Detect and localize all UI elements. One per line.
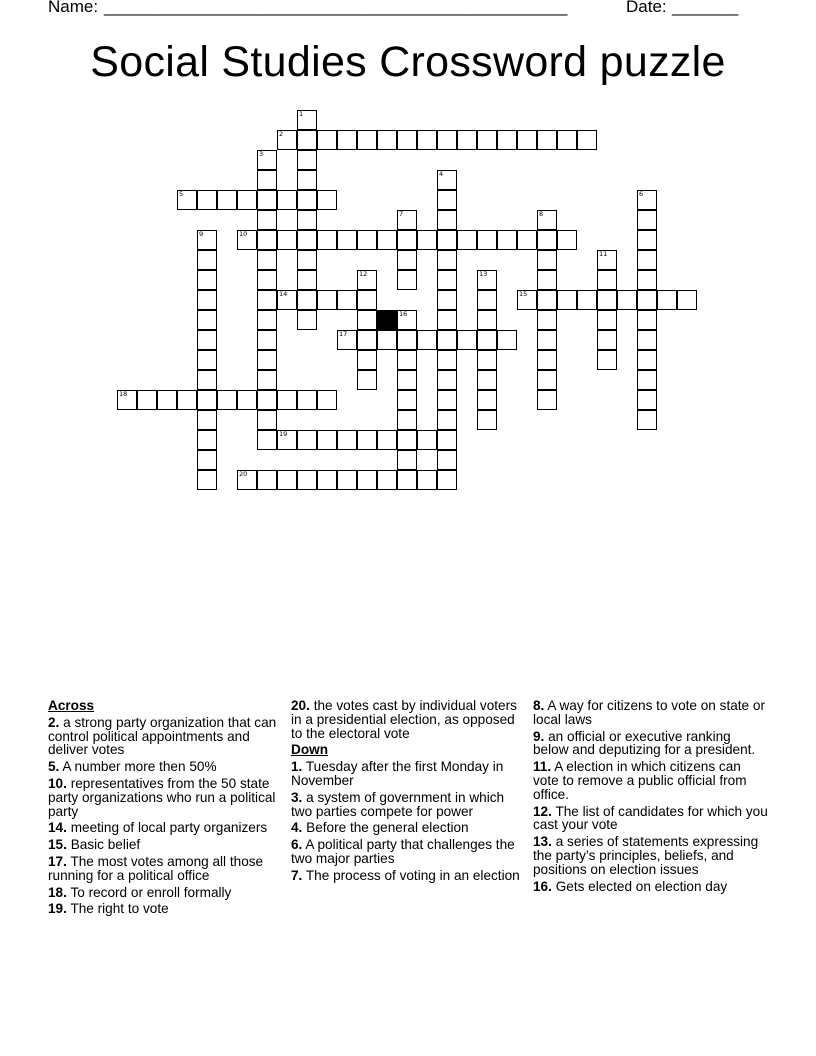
crossword-cell[interactable] [317, 190, 337, 210]
clues-column-2 [291, 699, 527, 886]
date-label: Date: [626, 0, 667, 16]
crossword-cell[interactable] [477, 330, 497, 350]
crossword-cell[interactable] [417, 130, 437, 150]
crossword-cell[interactable] [437, 270, 457, 290]
crossword-cell[interactable] [377, 430, 397, 450]
crossword-cell[interactable] [557, 130, 577, 150]
crossword-cell[interactable] [537, 210, 557, 230]
crossword-grid [0, 0, 816, 520]
crossword-cell[interactable] [257, 150, 277, 170]
crossword-cell[interactable] [337, 290, 357, 310]
crossword-cell[interactable] [277, 230, 297, 250]
crossword-cell[interactable] [257, 430, 277, 450]
crossword-cell[interactable] [197, 350, 217, 370]
crossword-cell[interactable] [457, 130, 477, 150]
cell-number: 3 [259, 150, 264, 158]
crossword-cell[interactable] [437, 450, 457, 470]
crossword-cell[interactable] [477, 370, 497, 390]
crossword-cell[interactable] [637, 210, 657, 230]
black-cell [377, 310, 397, 330]
clue-across-14: 14. meeting of local party organizers [48, 820, 268, 836]
crossword-cell[interactable] [257, 310, 277, 330]
crossword-cell[interactable] [197, 390, 217, 410]
crossword-cell[interactable] [257, 170, 277, 190]
clue-across-18: 18. To record or enroll formally [48, 884, 232, 900]
crossword-cell[interactable] [257, 210, 277, 230]
crossword-cell[interactable] [417, 330, 437, 350]
crossword-cell[interactable] [197, 190, 217, 210]
clue-across-5: 5. A number more then 50% [48, 759, 217, 775]
crossword-cell[interactable] [297, 230, 317, 250]
crossword-cell[interactable] [257, 250, 277, 270]
name-field[interactable]: _________________________________________________ [104, 0, 568, 16]
crossword-cell[interactable] [477, 290, 497, 310]
clue-across-19: 19. The right to vote [48, 901, 169, 917]
crossword-cell[interactable] [437, 430, 457, 450]
crossword-cell[interactable] [337, 430, 357, 450]
crossword-cell[interactable] [477, 390, 497, 410]
crossword-cell[interactable] [637, 350, 657, 370]
crossword-cell[interactable] [517, 290, 537, 310]
crossword-cell[interactable] [557, 230, 577, 250]
crossword-cell[interactable] [337, 130, 357, 150]
crossword-cell[interactable] [637, 390, 657, 410]
crossword-cell[interactable] [237, 190, 257, 210]
crossword-cell[interactable] [177, 190, 197, 210]
cell-number: 7 [399, 210, 404, 218]
crossword-cell[interactable] [537, 350, 557, 370]
clues-column-1 [48, 699, 280, 919]
crossword-cell[interactable] [497, 330, 517, 350]
crossword-cell[interactable] [517, 230, 537, 250]
crossword-cell[interactable] [537, 130, 557, 150]
crossword-cell[interactable] [357, 290, 377, 310]
crossword-cell[interactable] [277, 290, 297, 310]
crossword-cell[interactable] [437, 470, 457, 490]
crossword-cell[interactable] [437, 310, 457, 330]
crossword-cell[interactable] [637, 410, 657, 430]
crossword-cell[interactable] [637, 370, 657, 390]
cell-number: 20 [239, 470, 248, 478]
crossword-cell[interactable] [437, 210, 457, 230]
crossword-cell[interactable] [117, 390, 137, 410]
clue-down-1: 1. Tuesday after the first Monday in November [291, 759, 504, 788]
cell-number: 1 [299, 110, 304, 118]
crossword-cell[interactable] [477, 270, 497, 290]
crossword-cell[interactable] [397, 310, 417, 330]
crossword-cell[interactable] [437, 410, 457, 430]
crossword-cell[interactable] [297, 190, 317, 210]
crossword-cell[interactable] [397, 270, 417, 290]
crossword-cell[interactable] [237, 230, 257, 250]
crossword-cell[interactable] [377, 230, 397, 250]
crossword-cell[interactable] [537, 270, 557, 290]
crossword-cell[interactable] [477, 310, 497, 330]
crossword-cell[interactable] [317, 290, 337, 310]
clue-down-16: 16. Gets elected on election day [533, 878, 728, 894]
crossword-cell[interactable] [257, 270, 277, 290]
crossword-cell[interactable] [357, 230, 377, 250]
clue-down-4: 4. Before the general election [291, 820, 469, 836]
cell-number: 14 [279, 290, 288, 298]
crossword-cell[interactable] [297, 110, 317, 130]
crossword-cell[interactable] [637, 330, 657, 350]
cell-number: 11 [599, 250, 608, 258]
crossword-cell[interactable] [357, 310, 377, 330]
crossword-cell[interactable] [437, 390, 457, 410]
crossword-cell[interactable] [297, 310, 317, 330]
crossword-cell[interactable] [397, 230, 417, 250]
crossword-cell[interactable] [357, 430, 377, 450]
cell-number: 15 [519, 290, 528, 298]
crossword-cell[interactable] [257, 190, 277, 210]
crossword-cell[interactable] [257, 390, 277, 410]
crossword-cell[interactable] [397, 450, 417, 470]
crossword-cell[interactable] [537, 290, 557, 310]
crossword-cell[interactable] [257, 470, 277, 490]
crossword-cell[interactable] [237, 470, 257, 490]
crossword-cell[interactable] [317, 430, 337, 450]
crossword-cell[interactable] [197, 450, 217, 470]
crossword-cell[interactable] [637, 270, 657, 290]
crossword-cell[interactable] [297, 270, 317, 290]
crossword-cell[interactable] [377, 470, 397, 490]
crossword-cell[interactable] [477, 230, 497, 250]
crossword-cell[interactable] [157, 390, 177, 410]
crossword-cell[interactable] [597, 350, 617, 370]
crossword-cell[interactable] [297, 210, 317, 230]
crossword-cell[interactable] [257, 410, 277, 430]
crossword-cell[interactable] [297, 390, 317, 410]
crossword-cell[interactable] [597, 270, 617, 290]
crossword-cell[interactable] [317, 130, 337, 150]
crossword-cell[interactable] [217, 190, 237, 210]
crossword-cell[interactable] [437, 170, 457, 190]
clue-down-6: 6. A political party that challenges the two major parties [291, 837, 515, 866]
crossword-cell[interactable] [397, 250, 417, 270]
crossword-cell[interactable] [397, 210, 417, 230]
crossword-cell[interactable] [437, 330, 457, 350]
crossword-cell[interactable] [277, 470, 297, 490]
crossword-cell[interactable] [297, 470, 317, 490]
crossword-cell[interactable] [397, 130, 417, 150]
crossword-cell[interactable] [437, 190, 457, 210]
crossword-cell[interactable] [397, 330, 417, 350]
crossword-cell[interactable] [437, 250, 457, 270]
date-field[interactable]: _______ [672, 0, 739, 16]
crossword-cell[interactable] [197, 270, 217, 290]
crossword-cell[interactable] [197, 310, 217, 330]
crossword-cell[interactable] [357, 270, 377, 290]
crossword-cell[interactable] [537, 310, 557, 330]
clue-across-17: 17. The most votes among all those running for a political office [48, 853, 264, 883]
crossword-cell[interactable] [537, 330, 557, 350]
crossword-cell[interactable] [257, 230, 277, 250]
crossword-cell[interactable] [197, 430, 217, 450]
crossword-cell[interactable] [257, 330, 277, 350]
crossword-cell[interactable] [317, 390, 337, 410]
crossword-cell[interactable] [197, 290, 217, 310]
clue-down-3: 3. a system of government in which two parties compete for power [291, 789, 505, 819]
clue-across-2: 2. a strong party organization that can control political appointments and deliver votes [48, 714, 277, 758]
clue-across-20: 20. the votes cast by individual voters in a presidential election, as opposed to the electoral vote [291, 698, 517, 741]
crossword-cell[interactable] [397, 410, 417, 430]
clue-down-7: 7. The process of voting in an election [291, 867, 520, 883]
crossword-cell[interactable] [617, 290, 637, 310]
cell-number: 10 [239, 230, 248, 238]
cell-number: 19 [279, 430, 288, 438]
crossword-cell[interactable] [377, 130, 397, 150]
cell-number: 13 [479, 270, 488, 278]
crossword-cell[interactable] [217, 390, 237, 410]
crossword-cell[interactable] [637, 310, 657, 330]
crossword-cell[interactable] [297, 170, 317, 190]
crossword-cell[interactable] [337, 330, 357, 350]
crossword-cell[interactable] [397, 470, 417, 490]
crossword-cell[interactable] [277, 190, 297, 210]
cell-number: 6 [639, 190, 644, 198]
crossword-cell[interactable] [637, 230, 657, 250]
crossword-cell[interactable] [257, 370, 277, 390]
crossword-cell[interactable] [537, 370, 557, 390]
cell-number: 9 [199, 230, 204, 238]
clue-down-13: 13. a series of statements expressing the party’s principles, beliefs, and positions on election issues [533, 834, 759, 877]
cell-number: 12 [359, 270, 368, 278]
crossword-cell[interactable] [177, 390, 197, 410]
crossword-cell[interactable] [437, 230, 457, 250]
clue-across-10: 10. representatives from the 50 state party organizations who run a political party [48, 775, 276, 819]
crossword-cell[interactable] [297, 430, 317, 450]
clue-down-12: 12. The list of candidates for which you cast your vote [533, 803, 768, 833]
crossword-cell[interactable] [497, 130, 517, 150]
crossword-cell[interactable] [297, 290, 317, 310]
crossword-cell[interactable] [397, 370, 417, 390]
clues-column-3 [533, 699, 769, 896]
clue-across-15: 15. Basic belief [48, 837, 141, 853]
crossword-cell[interactable] [557, 290, 577, 310]
crossword-cell[interactable] [197, 370, 217, 390]
crossword-cell[interactable] [277, 430, 297, 450]
crossword-cell[interactable] [597, 330, 617, 350]
crossword-cell[interactable] [257, 290, 277, 310]
crossword-cell[interactable] [357, 130, 377, 150]
clue-down-9: 9. an official or executive ranking below and deputizing for a president. [533, 728, 756, 758]
cell-number: 5 [179, 190, 184, 198]
crossword-cell[interactable] [297, 250, 317, 270]
crossword-cell[interactable] [597, 290, 617, 310]
cell-number: 4 [439, 170, 444, 178]
across-heading: Across [48, 698, 95, 713]
crossword-cell[interactable] [477, 350, 497, 370]
crossword-cell[interactable] [257, 350, 277, 370]
crossword-cell[interactable] [357, 470, 377, 490]
crossword-cell[interactable] [537, 250, 557, 270]
clue-down-8: 8. A way for citizens to vote on state or local laws [533, 698, 765, 727]
crossword-cell[interactable] [537, 230, 557, 250]
crossword-cell[interactable] [477, 130, 497, 150]
crossword-cell[interactable] [297, 130, 317, 150]
crossword-cell[interactable] [357, 370, 377, 390]
crossword-cell[interactable] [197, 230, 217, 250]
crossword-cell[interactable] [397, 390, 417, 410]
crossword-cell[interactable] [437, 350, 457, 370]
crossword-cell[interactable] [597, 250, 617, 270]
crossword-cell[interactable] [197, 470, 217, 490]
crossword-cell[interactable] [197, 250, 217, 270]
crossword-cell[interactable] [397, 350, 417, 370]
crossword-cell[interactable] [197, 330, 217, 350]
crossword-cell[interactable] [337, 470, 357, 490]
crossword-cell[interactable] [337, 230, 357, 250]
crossword-cell[interactable] [197, 410, 217, 430]
cell-number: 2 [279, 130, 284, 138]
crossword-cell[interactable] [277, 130, 297, 150]
cell-number: 18 [119, 390, 128, 398]
crossword-cell[interactable] [397, 430, 417, 450]
cell-number: 17 [339, 330, 348, 338]
crossword-cell[interactable] [317, 470, 337, 490]
name-label: Name: [48, 0, 99, 16]
crossword-cell[interactable] [437, 370, 457, 390]
crossword-cell[interactable] [437, 290, 457, 310]
cell-number: 8 [539, 210, 544, 218]
crossword-cell[interactable] [637, 190, 657, 210]
crossword-cell[interactable] [537, 390, 557, 410]
crossword-cell[interactable] [597, 310, 617, 330]
crossword-cell[interactable] [477, 410, 497, 430]
crossword-cell[interactable] [457, 330, 477, 350]
crossword-cell[interactable] [377, 330, 397, 350]
crossword-cell[interactable] [637, 290, 657, 310]
crossword-cell[interactable] [577, 290, 597, 310]
cell-number: 16 [399, 310, 408, 318]
crossword-cell[interactable] [237, 390, 257, 410]
crossword-cell[interactable] [297, 150, 317, 170]
crossword-cell[interactable] [657, 290, 677, 310]
crossword-cell[interactable] [497, 230, 517, 250]
down-heading: Down [291, 742, 328, 758]
crossword-cell[interactable] [677, 290, 697, 310]
crossword-cell[interactable] [437, 130, 457, 150]
page-title: Social Studies Crossword puzzle [90, 38, 726, 86]
crossword-cell[interactable] [137, 390, 157, 410]
crossword-cell[interactable] [277, 390, 297, 410]
crossword-cell[interactable] [517, 130, 537, 150]
crossword-cell[interactable] [417, 430, 437, 450]
crossword-cell[interactable] [417, 470, 437, 490]
crossword-cell[interactable] [457, 230, 477, 250]
crossword-cell[interactable] [577, 130, 597, 150]
crossword-cell[interactable] [417, 230, 437, 250]
crossword-cell[interactable] [357, 330, 377, 350]
clue-down-11: 11. A election in which citizens can vote to remove a public official from office. [533, 759, 747, 802]
crossword-cell[interactable] [357, 350, 377, 370]
crossword-cell[interactable] [637, 250, 657, 270]
crossword-cell[interactable] [317, 230, 337, 250]
